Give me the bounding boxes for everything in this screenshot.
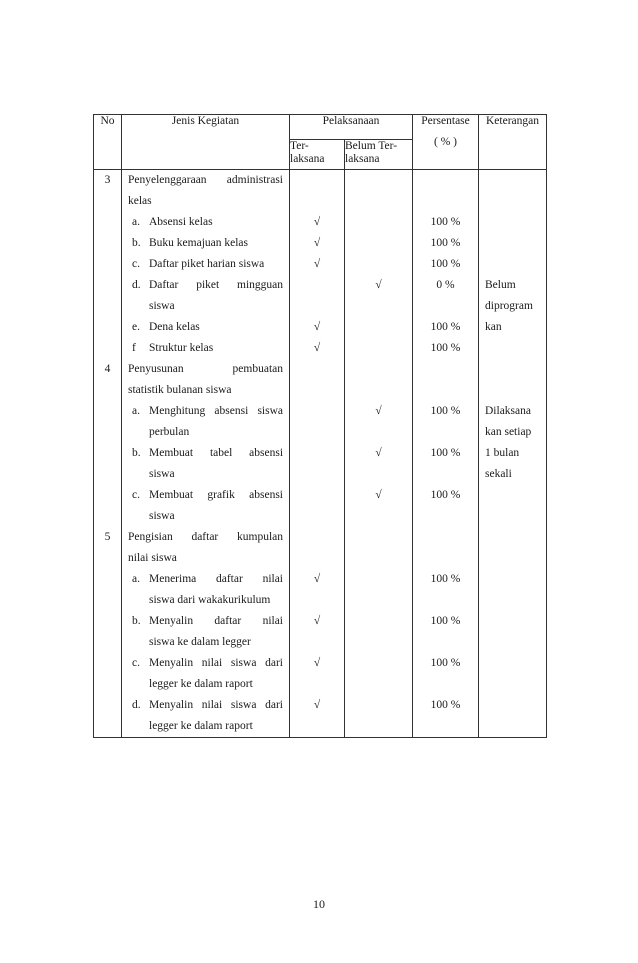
row-number xyxy=(94,611,122,632)
activity-cell xyxy=(122,611,290,632)
item-word: Menerima xyxy=(149,573,197,585)
keterangan xyxy=(479,716,547,738)
terlaksana-mark xyxy=(290,401,345,422)
percentage xyxy=(413,422,479,443)
keterangan xyxy=(479,212,547,233)
title-word: administrasi xyxy=(226,174,283,186)
terlaksana-mark xyxy=(290,422,345,443)
belum-terlaksana-mark xyxy=(345,632,413,653)
activity-cell xyxy=(122,422,290,443)
terlaksana-mark xyxy=(290,170,345,192)
item-text xyxy=(149,443,283,464)
percentage: 100 % xyxy=(413,254,479,275)
keterangan xyxy=(479,653,547,674)
row-number xyxy=(94,653,122,674)
row-number xyxy=(94,674,122,695)
keterangan xyxy=(479,338,547,359)
row-number: 4 xyxy=(94,359,122,380)
percentage xyxy=(413,548,479,569)
title-word: pembuatan xyxy=(232,363,283,375)
percentage: 0 % xyxy=(413,275,479,296)
item-label: b. xyxy=(132,447,141,459)
belum-terlaksana-mark xyxy=(345,317,413,338)
list-item xyxy=(122,338,289,359)
activity-cell xyxy=(122,380,290,401)
belum-terlaksana-mark xyxy=(345,590,413,611)
list-item xyxy=(122,254,289,275)
list-item xyxy=(122,611,289,632)
belum-terlaksana-mark xyxy=(345,716,413,738)
item-word: dari xyxy=(265,657,283,669)
percentage xyxy=(413,170,479,192)
item-word: Menyalin xyxy=(149,699,194,711)
row-number xyxy=(94,233,122,254)
keterangan xyxy=(479,611,547,632)
item-word: Membuat xyxy=(149,489,194,501)
keterangan xyxy=(479,401,547,422)
item-text: Daftar piket harian siswa xyxy=(149,258,265,270)
item-word: Menyalin xyxy=(149,657,194,669)
section-title-continued: statistik bulanan siswa xyxy=(128,384,232,396)
belum-terlaksana-mark xyxy=(345,422,413,443)
percentage: 100 % xyxy=(413,695,479,716)
item-label: c. xyxy=(132,657,140,669)
row-number xyxy=(94,506,122,527)
terlaksana-mark xyxy=(290,443,345,464)
item-label: d. xyxy=(132,699,141,711)
terlaksana-mark xyxy=(290,296,345,317)
item-label: f xyxy=(132,342,136,354)
keterangan-line: Belum xyxy=(485,279,516,291)
keterangan xyxy=(479,674,547,695)
percentage xyxy=(413,296,479,317)
keterangan xyxy=(479,170,547,192)
terlaksana-mark xyxy=(290,716,345,738)
belum-terlaksana-mark: √ xyxy=(345,485,413,506)
item-text-continued: siswa xyxy=(149,468,175,480)
row-number xyxy=(94,485,122,506)
keterangan xyxy=(479,296,547,317)
item-text-continued: siswa dari wakakurikulum xyxy=(149,594,271,606)
terlaksana-mark: √ xyxy=(290,338,345,359)
belum-terlaksana-mark xyxy=(345,611,413,632)
belum-terlaksana-mark xyxy=(345,191,413,212)
activity-cell xyxy=(122,191,290,212)
section-title-continued: nilai siswa xyxy=(128,552,177,564)
percentage: 100 % xyxy=(413,485,479,506)
activity-cell xyxy=(122,674,290,695)
belum-terlaksana-mark: √ xyxy=(345,401,413,422)
activity-cell xyxy=(122,716,290,738)
item-text-continued: legger ke dalam raport xyxy=(149,678,253,690)
list-item xyxy=(122,443,289,464)
item-text-continued: perbulan xyxy=(149,426,190,438)
belum-terlaksana-mark xyxy=(345,338,413,359)
title-word: Penyusunan xyxy=(128,363,184,375)
list-item xyxy=(122,401,289,422)
item-text xyxy=(149,695,283,716)
percentage xyxy=(413,527,479,548)
table-row xyxy=(94,674,547,695)
table-row xyxy=(94,590,547,611)
terlaksana-mark: √ xyxy=(290,695,345,716)
list-item xyxy=(122,212,289,233)
table-row xyxy=(94,170,547,192)
keterangan-line: sekali xyxy=(485,468,512,480)
activity-cell xyxy=(122,275,290,296)
keterangan xyxy=(479,359,547,380)
row-number xyxy=(94,191,122,212)
item-word: Menghitung xyxy=(149,405,206,417)
activity-table xyxy=(93,114,547,738)
percentage xyxy=(413,464,479,485)
activity-cell xyxy=(122,359,290,380)
table-row xyxy=(94,632,547,653)
row-number xyxy=(94,338,122,359)
terlaksana-mark xyxy=(290,380,345,401)
item-text: Dena kelas xyxy=(149,321,200,333)
activity-cell xyxy=(122,569,290,590)
item-word: nilai xyxy=(262,573,284,585)
belum-terlaksana-mark: √ xyxy=(345,275,413,296)
keterangan-line: 1 bulan xyxy=(485,447,520,459)
keterangan xyxy=(479,254,547,275)
item-label: b. xyxy=(132,237,141,249)
activity-cell xyxy=(122,317,290,338)
row-number xyxy=(94,464,122,485)
belum-terlaksana-mark xyxy=(345,212,413,233)
keterangan xyxy=(479,506,547,527)
keterangan xyxy=(479,233,547,254)
table-row xyxy=(94,695,547,716)
activity-cell xyxy=(122,527,290,548)
item-label: a. xyxy=(132,573,140,585)
terlaksana-mark xyxy=(290,548,345,569)
activity-cell xyxy=(122,296,290,317)
row-number xyxy=(94,296,122,317)
activity-cell xyxy=(122,170,290,192)
row-number xyxy=(94,401,122,422)
item-word: absensi xyxy=(249,489,283,501)
terlaksana-mark xyxy=(290,275,345,296)
keterangan xyxy=(479,464,547,485)
table-row xyxy=(94,401,547,422)
header-pelaksanaan: Pelaksanaan xyxy=(290,115,413,140)
keterangan xyxy=(479,590,547,611)
keterangan xyxy=(479,548,547,569)
belum-terlaksana-mark xyxy=(345,674,413,695)
item-text xyxy=(149,275,283,296)
row-number xyxy=(94,716,122,738)
item-label: c. xyxy=(132,489,140,501)
list-item xyxy=(122,275,289,296)
terlaksana-mark xyxy=(290,527,345,548)
activity-cell xyxy=(122,212,290,233)
table-row xyxy=(94,485,547,506)
table-row xyxy=(94,212,547,233)
keterangan-line: kan xyxy=(485,321,502,333)
header-no: No xyxy=(94,115,122,170)
activity-cell xyxy=(122,506,290,527)
terlaksana-mark: √ xyxy=(290,212,345,233)
table-row xyxy=(94,422,547,443)
table-row xyxy=(94,191,547,212)
item-word: Menyalin xyxy=(149,615,194,627)
terlaksana-mark xyxy=(290,506,345,527)
activity-cell xyxy=(122,653,290,674)
belum-terlaksana-mark xyxy=(345,695,413,716)
item-text xyxy=(149,653,283,674)
header-jenis-kegiatan: Jenis Kegiatan xyxy=(122,115,290,170)
terlaksana-mark xyxy=(290,191,345,212)
item-word: daftar xyxy=(216,573,243,585)
row-number xyxy=(94,212,122,233)
belum-terlaksana-mark xyxy=(345,548,413,569)
item-text xyxy=(149,611,283,632)
item-text xyxy=(149,569,283,590)
row-number xyxy=(94,548,122,569)
table-row xyxy=(94,275,547,296)
section-title-continued: kelas xyxy=(128,195,152,207)
activity-cell xyxy=(122,254,290,275)
table-row xyxy=(94,464,547,485)
item-text: Struktur kelas xyxy=(149,342,214,354)
row-number: 5 xyxy=(94,527,122,548)
header-keterangan: Keterangan xyxy=(479,115,547,170)
table-row xyxy=(94,506,547,527)
keterangan-line: diprogram xyxy=(485,300,533,312)
item-label: b. xyxy=(132,615,141,627)
terlaksana-mark: √ xyxy=(290,233,345,254)
row-number xyxy=(94,380,122,401)
activity-cell xyxy=(122,401,290,422)
row-number xyxy=(94,317,122,338)
keterangan-line: kan setiap xyxy=(485,426,532,438)
section-title xyxy=(122,359,289,380)
belum-terlaksana-mark xyxy=(345,296,413,317)
page-number: 10 xyxy=(313,897,325,911)
header-belum-terlaksana: Belum Ter- laksana xyxy=(345,140,413,170)
row-number: 3 xyxy=(94,170,122,192)
item-label: d. xyxy=(132,279,141,291)
percentage: 100 % xyxy=(413,317,479,338)
activity-cell xyxy=(122,338,290,359)
item-text xyxy=(149,401,283,422)
item-word: Membuat xyxy=(149,447,194,459)
keterangan xyxy=(479,443,547,464)
activity-cell xyxy=(122,548,290,569)
belum-terlaksana-mark: √ xyxy=(345,443,413,464)
percentage: 100 % xyxy=(413,611,479,632)
table-row xyxy=(94,569,547,590)
row-number xyxy=(94,569,122,590)
activity-cell xyxy=(122,464,290,485)
item-word: mingguan xyxy=(237,279,283,291)
list-item xyxy=(122,653,289,674)
item-word: nilai xyxy=(201,699,223,711)
belum-terlaksana-mark xyxy=(345,380,413,401)
section-title xyxy=(122,170,289,191)
activity-cell xyxy=(122,443,290,464)
keterangan xyxy=(479,485,547,506)
keterangan xyxy=(479,380,547,401)
belum-terlaksana-mark xyxy=(345,254,413,275)
section-title xyxy=(122,527,289,548)
item-label: e. xyxy=(132,321,140,333)
item-text-continued: siswa xyxy=(149,510,175,522)
activity-cell xyxy=(122,233,290,254)
belum-terlaksana-mark xyxy=(345,170,413,192)
table-row xyxy=(94,611,547,632)
item-text-continued: legger ke dalam raport xyxy=(149,720,253,732)
terlaksana-mark xyxy=(290,359,345,380)
belum-terlaksana-mark xyxy=(345,653,413,674)
table-row xyxy=(94,653,547,674)
item-text: Absensi kelas xyxy=(149,216,213,228)
terlaksana-mark: √ xyxy=(290,611,345,632)
activity-cell xyxy=(122,590,290,611)
keterangan xyxy=(479,632,547,653)
item-text xyxy=(149,485,283,506)
terlaksana-mark: √ xyxy=(290,569,345,590)
table-row xyxy=(94,317,547,338)
item-text-continued: siswa xyxy=(149,300,175,312)
title-word: kumpulan xyxy=(237,531,283,543)
header-terlaksana: Ter- laksana xyxy=(290,140,345,170)
terlaksana-mark: √ xyxy=(290,653,345,674)
keterangan xyxy=(479,569,547,590)
item-word: siswa xyxy=(230,657,257,669)
belum-terlaksana-mark xyxy=(345,233,413,254)
item-word: absensi xyxy=(249,447,284,459)
activity-cell xyxy=(122,632,290,653)
item-word: grafik xyxy=(207,489,235,501)
percentage xyxy=(413,380,479,401)
percentage: 100 % xyxy=(413,233,479,254)
row-number xyxy=(94,632,122,653)
belum-terlaksana-mark xyxy=(345,506,413,527)
item-label: a. xyxy=(132,216,140,228)
item-word: daftar xyxy=(214,615,242,627)
item-word: Daftar xyxy=(149,279,179,291)
terlaksana-mark xyxy=(290,485,345,506)
item-word: siswa xyxy=(257,405,283,417)
percentage: 100 % xyxy=(413,653,479,674)
table-header xyxy=(94,115,547,170)
item-word: piket xyxy=(196,279,220,291)
item-word: nilai xyxy=(201,657,223,669)
table-row xyxy=(94,254,547,275)
belum-terlaksana-mark xyxy=(345,527,413,548)
belum-terlaksana-mark xyxy=(345,359,413,380)
keterangan xyxy=(479,317,547,338)
percentage: 100 % xyxy=(413,443,479,464)
table-row xyxy=(94,548,547,569)
table-row xyxy=(94,359,547,380)
keterangan xyxy=(479,422,547,443)
percentage: 100 % xyxy=(413,401,479,422)
item-word: nilai xyxy=(262,615,284,627)
terlaksana-mark xyxy=(290,674,345,695)
item-word: tabel xyxy=(209,447,233,459)
keterangan xyxy=(479,191,547,212)
item-label: a. xyxy=(132,405,140,417)
activity-cell xyxy=(122,695,290,716)
percentage xyxy=(413,632,479,653)
list-item xyxy=(122,569,289,590)
percentage: 100 % xyxy=(413,569,479,590)
item-word: siswa xyxy=(230,699,257,711)
item-label: c. xyxy=(132,258,140,270)
table-row xyxy=(94,380,547,401)
percentage xyxy=(413,674,479,695)
row-number xyxy=(94,695,122,716)
keterangan xyxy=(479,527,547,548)
percentage xyxy=(413,716,479,738)
terlaksana-mark xyxy=(290,464,345,485)
terlaksana-mark: √ xyxy=(290,317,345,338)
terlaksana-mark xyxy=(290,632,345,653)
belum-terlaksana-mark xyxy=(345,569,413,590)
table-row xyxy=(94,296,547,317)
item-text: Buku kemajuan kelas xyxy=(149,237,249,249)
percentage xyxy=(413,590,479,611)
keterangan xyxy=(479,275,547,296)
title-word: Pengisian xyxy=(128,531,173,543)
percentage: 100 % xyxy=(413,338,479,359)
terlaksana-mark xyxy=(290,590,345,611)
title-word: Penyelenggaraan xyxy=(128,174,207,186)
list-item xyxy=(122,317,289,338)
header-persentase: Persentase ( % ) xyxy=(413,115,479,170)
percentage xyxy=(413,506,479,527)
table-body xyxy=(94,170,547,738)
belum-terlaksana-mark xyxy=(345,464,413,485)
keterangan-line: Dilaksana xyxy=(485,405,531,417)
percentage xyxy=(413,191,479,212)
row-number xyxy=(94,443,122,464)
activity-cell xyxy=(122,485,290,506)
row-number xyxy=(94,590,122,611)
list-item xyxy=(122,485,289,506)
table-row xyxy=(94,716,547,738)
list-item xyxy=(122,233,289,254)
item-word: dari xyxy=(265,699,283,711)
table-row xyxy=(94,233,547,254)
row-number xyxy=(94,422,122,443)
table-row xyxy=(94,338,547,359)
row-number xyxy=(94,254,122,275)
list-item xyxy=(122,695,289,716)
terlaksana-mark: √ xyxy=(290,254,345,275)
title-word: daftar xyxy=(191,531,219,543)
table-row xyxy=(94,527,547,548)
table-row xyxy=(94,443,547,464)
row-number xyxy=(94,275,122,296)
percentage: 100 % xyxy=(413,212,479,233)
percentage xyxy=(413,359,479,380)
item-text-continued: siswa ke dalam legger xyxy=(149,636,251,648)
keterangan xyxy=(479,695,547,716)
item-word: absensi xyxy=(214,405,249,417)
